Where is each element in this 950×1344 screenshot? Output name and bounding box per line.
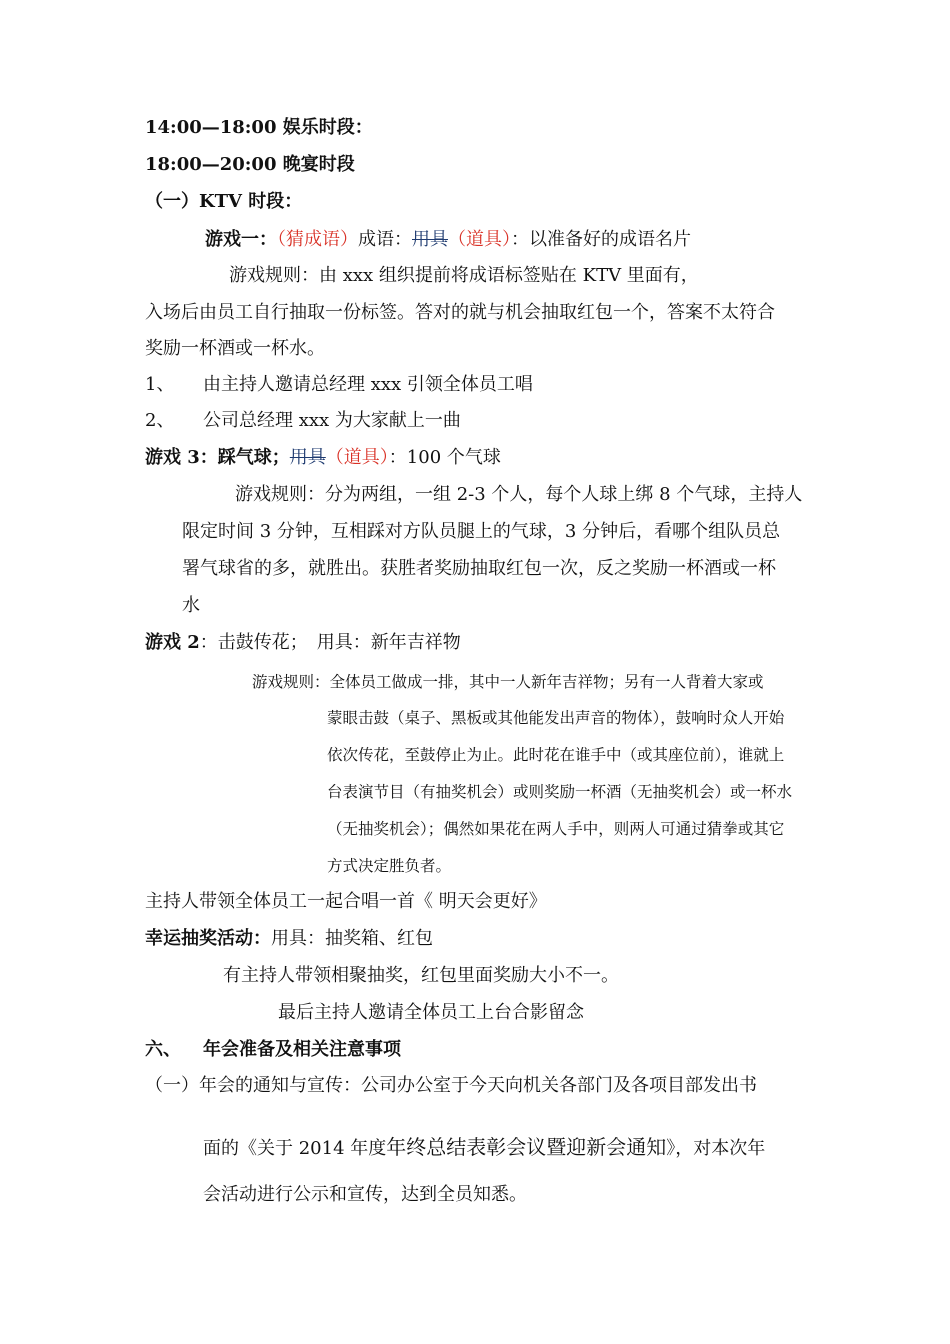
game3-rule-line-3: 署气球省的多，就胜出。获胜者奖励抽取红包一次，反之奖励一杯酒或一杯 — [182, 558, 776, 579]
notice-title-c: 》，对本次年 — [666, 1138, 766, 1159]
game2-rule-line-4: 台表演节目（有抽奖机会）或则奖励一杯酒（无抽奖机会）或一杯水 — [327, 783, 793, 801]
game1-desc: ：以准备好的成语名片 — [511, 229, 691, 250]
game2-rule-line-5: （无抽奖机会）；偶然如果花在两人手中，则两人可通过猜拳或其它 — [327, 820, 785, 838]
game1-tool-red: （道具） — [448, 229, 511, 250]
list-item-1 — [145, 373, 533, 397]
game2-label: 游戏 2 — [145, 632, 200, 653]
game1-name: 成语： — [358, 229, 412, 250]
game3-tool-struck: 用具 — [289, 447, 326, 468]
list-item-1-text: 由主持人邀请总经理 xxx 引领全体员工唱 — [203, 374, 533, 395]
section6-sub1-line-3: 会活动进行公示和宣传，达到全员知悉。 — [203, 1184, 527, 1205]
schedule-item-2: 18:00—20:00 晚宴时段 — [145, 154, 355, 175]
section6-sub1-line-2 — [203, 1135, 765, 1161]
notice-title-a: 面的《关于 2014 年度 — [203, 1138, 387, 1159]
section6-heading — [145, 1038, 401, 1062]
game3-line — [145, 446, 501, 470]
section6-title: 年会准备及相关注意事项 — [203, 1039, 401, 1060]
game3-tool-red: （道具） — [325, 447, 389, 468]
game3-rule-line-4: 水 — [182, 595, 200, 616]
game2-rule-line-6: 方式决定胜负者。 — [327, 857, 452, 875]
schedule-item-1: 14:00—18:00 娱乐时段： — [145, 117, 373, 138]
lottery-detail: 有主持人带领相聚抽奖，红包里面奖励大小不一。 — [223, 965, 619, 986]
game1-rule-line-2: 入场后由员工自行抽取一份标签。答对的就与机会抽取红包一个，答案不太符合 — [145, 302, 775, 323]
list-item-2-text: 公司总经理 xxx 为大家献上一曲 — [203, 410, 461, 431]
game1-tool-struck: 用具 — [412, 229, 448, 250]
game2-rule-line-3: 依次传花，至鼓停止为止。此时花在谁手中（或其座位前），谁就上 — [327, 746, 785, 764]
game3-label: 游戏 3：踩气球； — [145, 447, 290, 468]
sing-line: 主持人带领全体员工一起合唱一首《 明天会更好》 — [145, 891, 547, 912]
lottery-line — [145, 927, 433, 951]
list-item-1-num: 1、 — [145, 374, 175, 395]
game1-title: （猜成语） — [277, 229, 358, 250]
game2-rule-line-2: 蒙眼击鼓（桌子、黑板或其他能发出声音的物体），鼓响时众人开始 — [327, 709, 785, 727]
list-item-2 — [145, 409, 461, 433]
ktv-heading: （一）KTV 时段： — [145, 191, 303, 212]
game3-rule-line-2: 限定时间 3 分钟，互相踩对方队员腿上的气球，3 分钟后，看哪个组队员总 — [182, 521, 781, 542]
game1-rule-line-1: 游戏规则：由 xxx 组织提前将成语标签贴在 KTV 里面有， — [229, 265, 699, 286]
game1-label: 游戏一： — [205, 229, 277, 250]
game1-line — [205, 228, 691, 252]
section6-sub1-text: 年会的通知与宣传：公司办公室于今天向机关各部门及各项目部发出书 — [199, 1075, 757, 1096]
game2-line — [145, 631, 461, 655]
game2-desc: ：击鼓传花； 用具：新年吉祥物 — [199, 632, 461, 653]
section6-sub1-num: （一） — [145, 1075, 199, 1096]
lottery-label: 幸运抽奖活动： — [145, 928, 271, 949]
game3-desc: ：100 个气球 — [388, 447, 501, 468]
game2-rule-line-1: 游戏规则：全体员工做成一排，其中一人新年吉祥物；另有一人背着大家或 — [252, 673, 764, 691]
photo-line: 最后主持人邀请全体员工上台合影留念 — [278, 1002, 584, 1023]
game3-rule-line-1: 游戏规则：分为两组，一组 2-3 个人，每个人球上绑 8 个气球，主持人 — [235, 484, 803, 505]
section6-num: 六、 — [145, 1039, 181, 1060]
list-item-2-num: 2、 — [145, 410, 175, 431]
section6-sub1-line-1 — [145, 1074, 757, 1098]
game1-rule-line-3: 奖励一杯酒或一杯水。 — [145, 338, 325, 359]
notice-title-b: 年终总结表彰会议暨迎新会通知 — [386, 1135, 667, 1159]
lottery-desc: 用具：抽奖箱、红包 — [271, 928, 433, 949]
